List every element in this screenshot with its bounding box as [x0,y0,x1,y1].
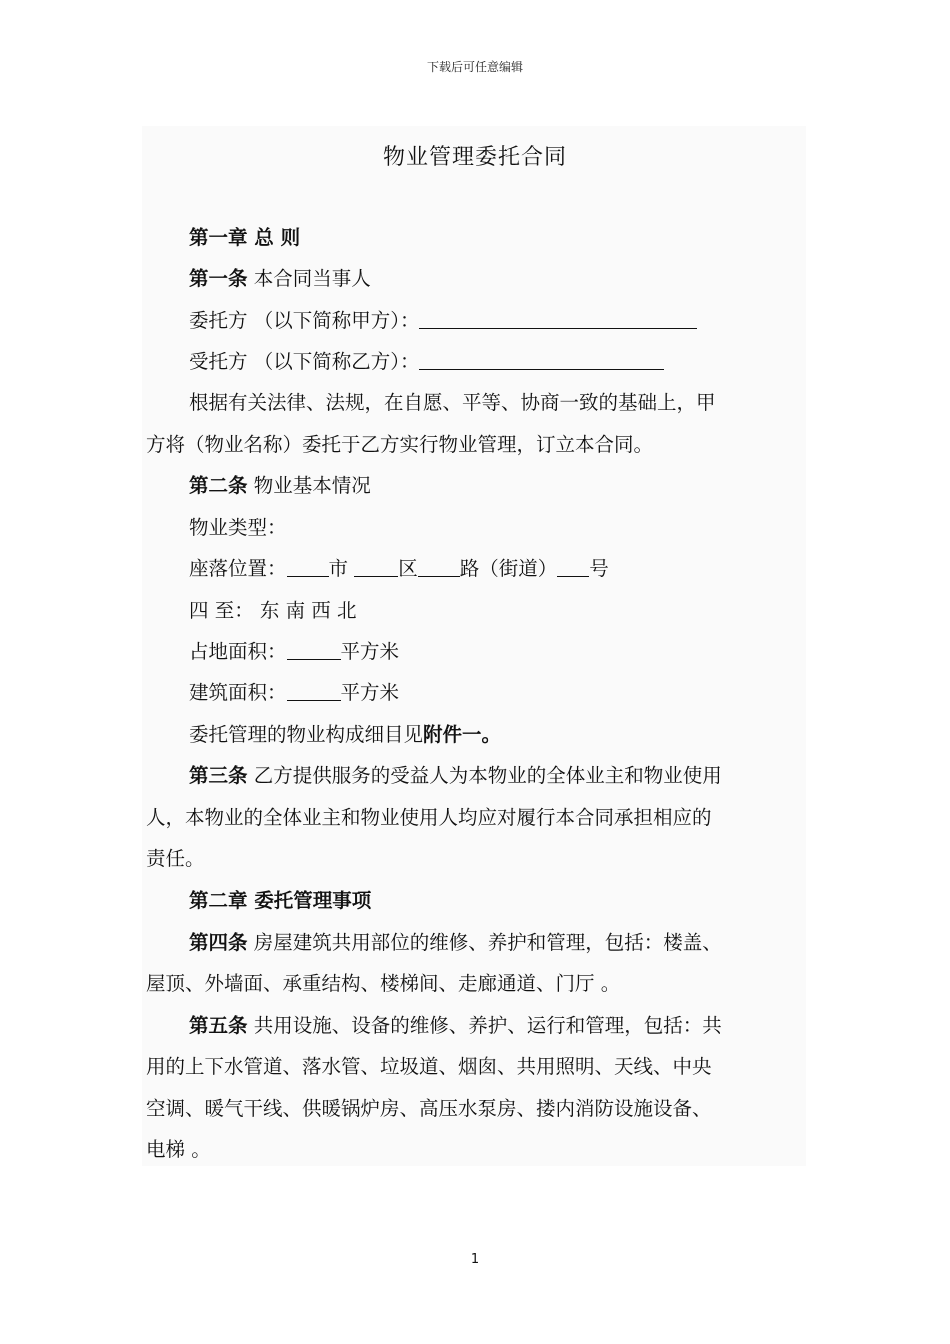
chapter-1-heading: 第一章 总 则 [189,226,301,249]
article-1 [189,266,371,292]
article-4-text: 房屋建筑共用部位的维修、养护和管理，包括：楼盖、 [253,931,722,954]
article-4-label: 第四条 [189,931,248,954]
article-5-line-3: 空调、暖气干线、供暖锅炉房、高压水泵房、搂内消防设施设备、 [146,1097,712,1120]
principal-label: 委托方 （以下简称甲方）： [189,309,420,332]
article-2-text: 物业基本情况 [253,474,371,497]
property-type-line: 物业类型： [189,516,287,539]
location-road: 路（街道） [459,557,558,580]
article-4-line-1 [189,930,722,956]
land-area-label: 占地面积： [189,640,287,663]
article-2 [189,473,371,499]
location-district: 区 [398,557,418,580]
principal-line [189,308,697,334]
article-4-line-2: 屋顶、外墙面、承重结构、楼梯间、走廊通道、门厅 。 [146,972,621,995]
article-5-line-1 [189,1013,722,1039]
article-3-line-1 [189,763,722,789]
agent-blank[interactable] [419,349,664,370]
article-5-text: 共用设施、设备的维修、养护、运行和管理，包括：共 [253,1014,722,1037]
building-area-unit: 平方米 [340,681,400,704]
chapter-2-heading: 第二章 委托管理事项 [189,889,372,912]
intro-line-1: 根据有关法律、法规，在自愿、平等、协商一致的基础上，甲 [189,391,716,414]
article-1-text: 本合同当事人 [253,267,371,290]
building-area-label: 建筑面积： [189,681,287,704]
building-area-blank[interactable] [287,680,341,701]
article-5-line-2: 用的上下水管道、落水管、垃圾道、烟囱、共用照明、天线、中央 [146,1055,712,1078]
article-2-label: 第二条 [189,474,248,497]
composition-text: 委托管理的物业构成细目见 [189,723,424,746]
location-label: 座落位置： [189,557,287,580]
article-3-line-2: 人，本物业的全体业主和物业使用人均应对履行本合同承担相应的 [146,806,712,829]
article-3-line-3: 责任。 [146,847,205,870]
article-3-text: 乙方提供服务的受益人为本物业的全体业主和物业使用 [253,764,722,787]
district-blank[interactable] [354,556,398,577]
city-blank[interactable] [287,556,329,577]
location-city: 市 [328,557,349,580]
agent-label: 受托方 （以下简称乙方）： [189,350,420,373]
location-number: 号 [589,557,609,580]
document-title: 物业管理委托合同 [382,145,567,170]
article-5-label: 第五条 [189,1014,248,1037]
header-note: 下载后可任意编辑 [426,60,523,74]
land-area-unit: 平方米 [340,640,400,663]
boundaries-line: 四 至： 东 南 西 北 [189,599,357,622]
land-area-line [189,639,399,665]
building-area-line [189,680,399,706]
article-5-line-4: 电梯 。 [146,1138,211,1161]
page-number: 1 [470,1252,480,1267]
principal-blank[interactable] [419,308,697,329]
location-line [189,556,609,582]
composition-line [189,722,501,748]
agent-line [189,349,664,375]
intro-line-2: 方将（物业名称）委托于乙方实行物业管理，订立本合同。 [146,433,654,456]
attachment-reference: 附件一。 [423,723,502,746]
number-blank[interactable] [557,556,589,577]
road-blank[interactable] [418,556,460,577]
article-1-label: 第一条 [189,267,248,290]
land-area-blank[interactable] [287,639,341,660]
article-3-label: 第三条 [189,764,248,787]
